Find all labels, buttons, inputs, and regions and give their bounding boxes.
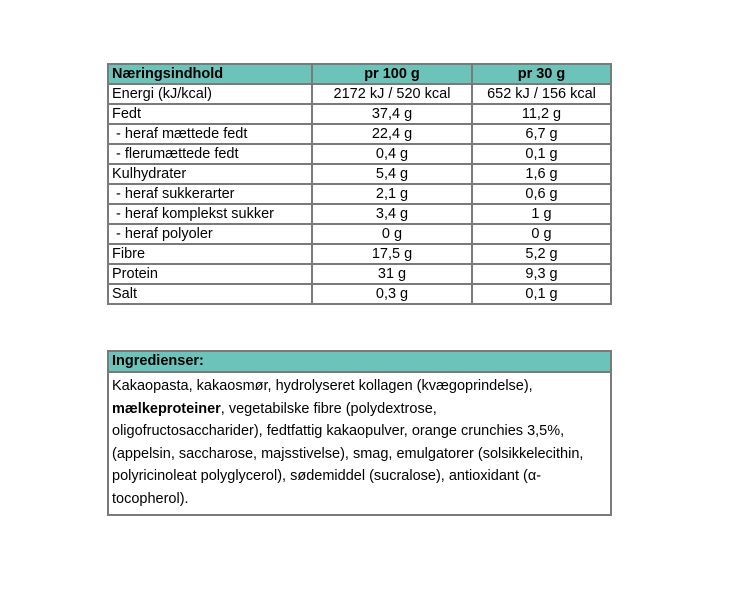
table-row bbox=[108, 264, 611, 284]
nutrition-table bbox=[107, 63, 612, 305]
ingredients-line: tocopherol). bbox=[112, 490, 189, 507]
per-30g-value: 11,2 g bbox=[472, 104, 611, 124]
ingredients-line bbox=[112, 398, 607, 421]
per-100g-value: 17,5 g bbox=[312, 244, 472, 264]
ingredients-line: oligofructosaccharider), fedtfattig kakaopulver, orange crunchies 3,5%, bbox=[112, 423, 565, 439]
per-100g-value: 0,3 g bbox=[312, 284, 472, 304]
per-30g-value: 9,3 g bbox=[472, 264, 611, 284]
per-30g-value: 0,1 g bbox=[472, 144, 611, 164]
table-row bbox=[108, 204, 611, 224]
per-100g-value: 2,1 g bbox=[312, 184, 472, 204]
ingredients-line: (appelsin, saccharose, majsstivelse), smag, emulgatorer (solsikkelecithin, bbox=[112, 445, 584, 462]
allergen-milk-protein: mælkeproteiner bbox=[112, 400, 221, 417]
header-nutrient: Næringsindhold bbox=[108, 64, 312, 84]
nutrient-label: - heraf mættede fedt bbox=[108, 124, 312, 144]
table-row bbox=[108, 144, 611, 164]
table-row bbox=[108, 104, 611, 124]
header-per-100g: pr 100 g bbox=[312, 64, 472, 84]
table-row bbox=[108, 124, 611, 144]
table-row bbox=[108, 164, 611, 184]
table-row bbox=[108, 224, 611, 244]
nutrient-label: Fedt bbox=[108, 104, 312, 124]
header-per-30g: pr 30 g bbox=[472, 64, 611, 84]
per-100g-value: 31 g bbox=[312, 264, 472, 284]
per-30g-value: 1 g bbox=[472, 204, 611, 224]
per-30g-value: 6,7 g bbox=[472, 124, 611, 144]
per-30g-value: 0,6 g bbox=[472, 184, 611, 204]
table-row bbox=[108, 244, 611, 264]
nutrient-label: - heraf komplekst sukker bbox=[108, 204, 312, 224]
per-100g-value: 5,4 g bbox=[312, 164, 472, 184]
table-row bbox=[108, 184, 611, 204]
ingredients-text bbox=[108, 372, 611, 515]
nutrition-header-row bbox=[108, 64, 611, 84]
per-30g-value: 5,2 g bbox=[472, 244, 611, 264]
ingredients-line-rest: , vegetabilske fibre (polydextrose, bbox=[220, 400, 437, 417]
nutrient-label: - flerumættede fedt bbox=[108, 144, 312, 164]
nutrient-label: - heraf sukkerarter bbox=[108, 184, 312, 204]
per-30g-value: 652 kJ / 156 kcal bbox=[472, 84, 611, 104]
nutrient-label: Fibre bbox=[108, 244, 312, 264]
per-100g-value: 22,4 g bbox=[312, 124, 472, 144]
ingredients-line: Kakaopasta, kakaosmør, hydrolyseret kollagen (kvægoprindelse), bbox=[112, 378, 533, 394]
ingredients-title: Ingredienser: bbox=[108, 351, 611, 372]
nutrient-label: Salt bbox=[108, 284, 312, 304]
table-row bbox=[108, 284, 611, 304]
nutrient-label: Kulhydrater bbox=[108, 164, 312, 184]
ingredients-table bbox=[107, 350, 612, 516]
per-100g-value: 37,4 g bbox=[312, 104, 472, 124]
ingredients-line: polyricinoleat polyglycerol), sødemiddel (sucralose), antioxidant (α- bbox=[112, 468, 542, 484]
per-100g-value: 0 g bbox=[312, 224, 472, 244]
per-100g-value: 3,4 g bbox=[312, 204, 472, 224]
per-30g-value: 0 g bbox=[472, 224, 611, 244]
nutrient-label: Energi (kJ/kcal) bbox=[108, 84, 312, 104]
nutrient-label: - heraf polyoler bbox=[108, 224, 312, 244]
per-30g-value: 1,6 g bbox=[472, 164, 611, 184]
nutrient-label: Protein bbox=[108, 264, 312, 284]
per-100g-value: 2172 kJ / 520 kcal bbox=[312, 84, 472, 104]
per-100g-value: 0,4 g bbox=[312, 144, 472, 164]
per-30g-value: 0,1 g bbox=[472, 284, 611, 304]
table-row bbox=[108, 84, 611, 104]
